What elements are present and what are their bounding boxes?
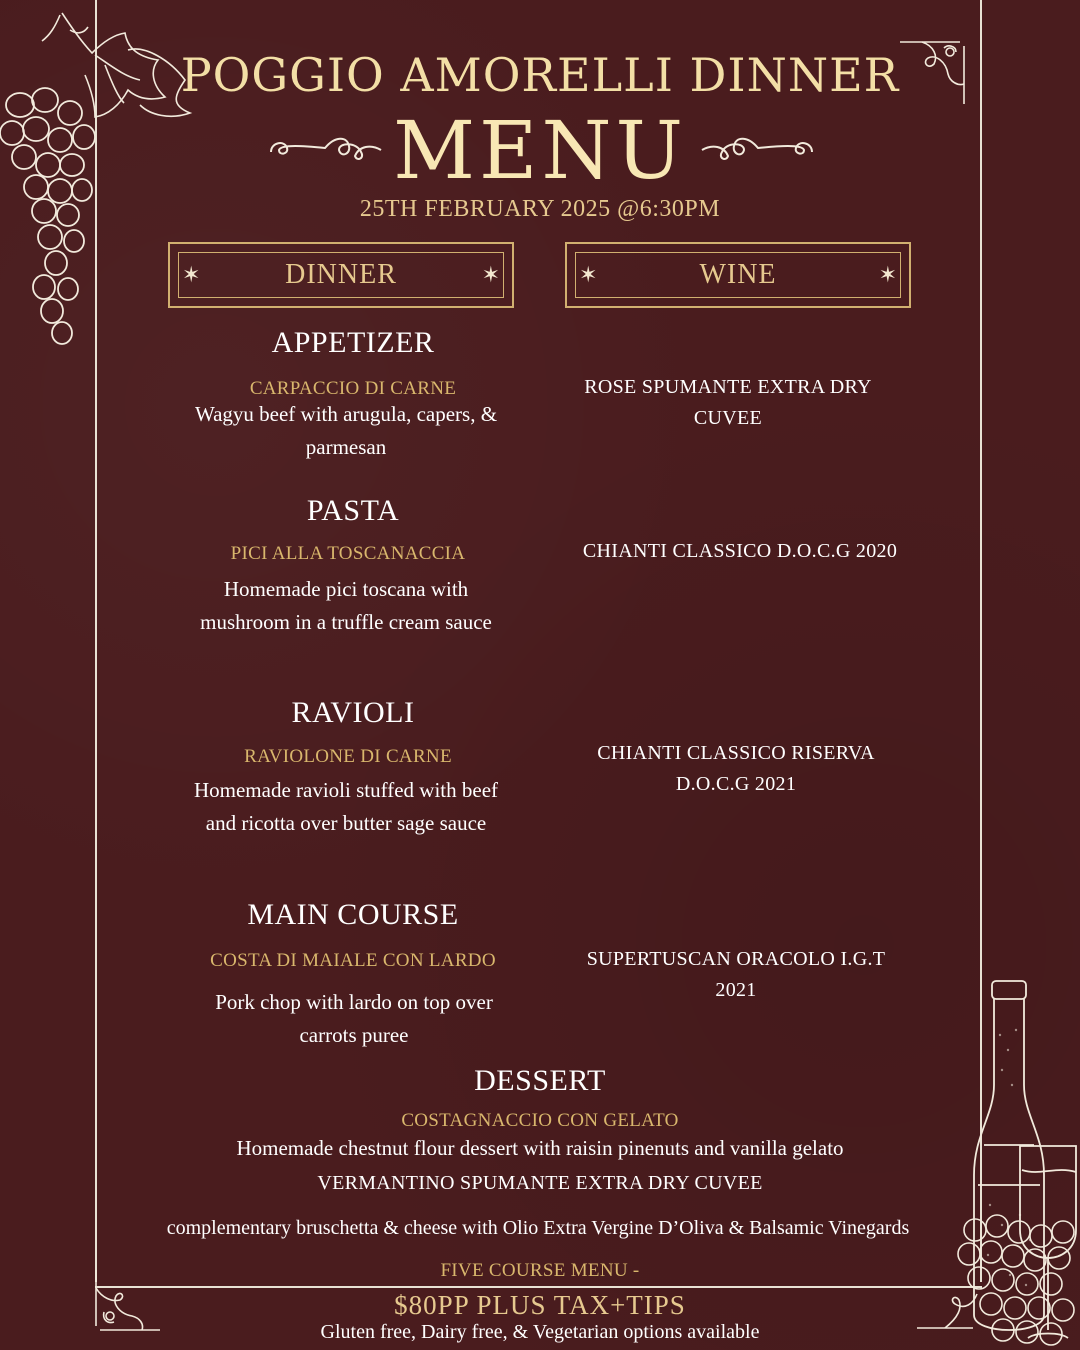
dish-description-line: Wagyu beef with arugula, capers, & (194, 402, 498, 426)
dish-description-line: parmesan (305, 435, 387, 459)
wine-label: WINE (699, 259, 777, 290)
dessert-dish-name: COSTAGNACCIO CON GELATO (401, 1110, 679, 1131)
dessert-description: Homemade chestnut flour dessert with raisin pinenuts and vanilla gelato (236, 1136, 844, 1160)
five-course-note: FIVE COURSE MENU - (440, 1260, 640, 1281)
wine-pairing (540, 536, 940, 567)
dish-name: COSTA DI MAIALE CON LARDO (210, 950, 496, 971)
sparkle-icon: ✶ (182, 262, 201, 287)
scroll-flourish-icon (698, 128, 818, 168)
wine-pairing (548, 738, 924, 800)
wine-pairing-line: CUVEE (693, 407, 763, 429)
wine-pairing-line: CHIANTI CLASSICO D.O.C.G 2020 (582, 540, 898, 562)
wine-pairing (540, 372, 916, 434)
wine-pairing (548, 944, 924, 1006)
course-heading: MAIN COURSE (247, 898, 459, 931)
wine-pairing-line: ROSE SPUMANTE EXTRA DRY (584, 376, 872, 398)
dish-name: CARPACCIO DI CARNE (249, 378, 457, 399)
dish-description-line: Pork chop with lardo on top over (215, 990, 493, 1014)
complimentary-note: complementary bruschetta & cheese with Olio Extra Vergine D’Oliva & Balsamic Vinegards (166, 1217, 910, 1239)
sparkle-icon: ✶ (481, 262, 500, 287)
dish-description (148, 986, 560, 1052)
dish-description (140, 398, 552, 464)
dish-description-line: Homemade ravioli stuffed with beef (193, 778, 499, 802)
dish-description-line: mushroom in a truffle cream sauce (200, 610, 492, 634)
dish-description (140, 774, 552, 840)
dinner-label: DINNER (285, 259, 397, 290)
wine-pairing-line: 2021 (715, 979, 757, 1001)
dessert-wine-pairing: VERMANTINO SPUMANTE EXTRA DRY CUVEE (317, 1172, 763, 1194)
course-heading: APPETIZER (271, 326, 435, 359)
wine-pairing-line: CHIANTI CLASSICO RISERVA (597, 742, 875, 764)
dish-name: RAVIOLONE DI CARNE (244, 746, 452, 767)
dietary-options: Gluten free, Dairy free, & Vegetarian options available (320, 1321, 760, 1343)
wine-pairing-line: D.O.C.G 2021 (675, 773, 797, 795)
dish-description (140, 573, 552, 639)
dessert-heading: DESSERT (474, 1064, 606, 1097)
course-heading: RAVIOLI (291, 696, 415, 729)
dish-description-line: Homemade pici toscana with (223, 577, 469, 601)
corner-flourish-icon (92, 1268, 164, 1334)
wine-pairing-line: SUPERTUSCAN ORACOLO I.G.T (586, 948, 886, 970)
sparkle-icon: ✶ (579, 262, 598, 287)
menu-heading: MENU (393, 104, 687, 197)
event-date: 25TH FEBRUARY 2025 @6:30PM (359, 196, 721, 222)
dish-name: PICI ALLA TOSCANACCIA (230, 543, 466, 564)
frame-bottom-line (95, 1286, 982, 1288)
dish-description-line: carrots puree (299, 1023, 409, 1047)
course-heading: PASTA (306, 494, 400, 527)
wine-column-header (565, 242, 911, 308)
dinner-column-header (168, 242, 514, 308)
dish-description-line: and ricotta over butter sage sauce (205, 811, 487, 835)
price: $80PP PLUS TAX+TIPS (394, 1290, 686, 1320)
menu-title: POGGIO AMORELLI DINNER (180, 48, 900, 102)
sparkle-icon: ✶ (878, 262, 897, 287)
